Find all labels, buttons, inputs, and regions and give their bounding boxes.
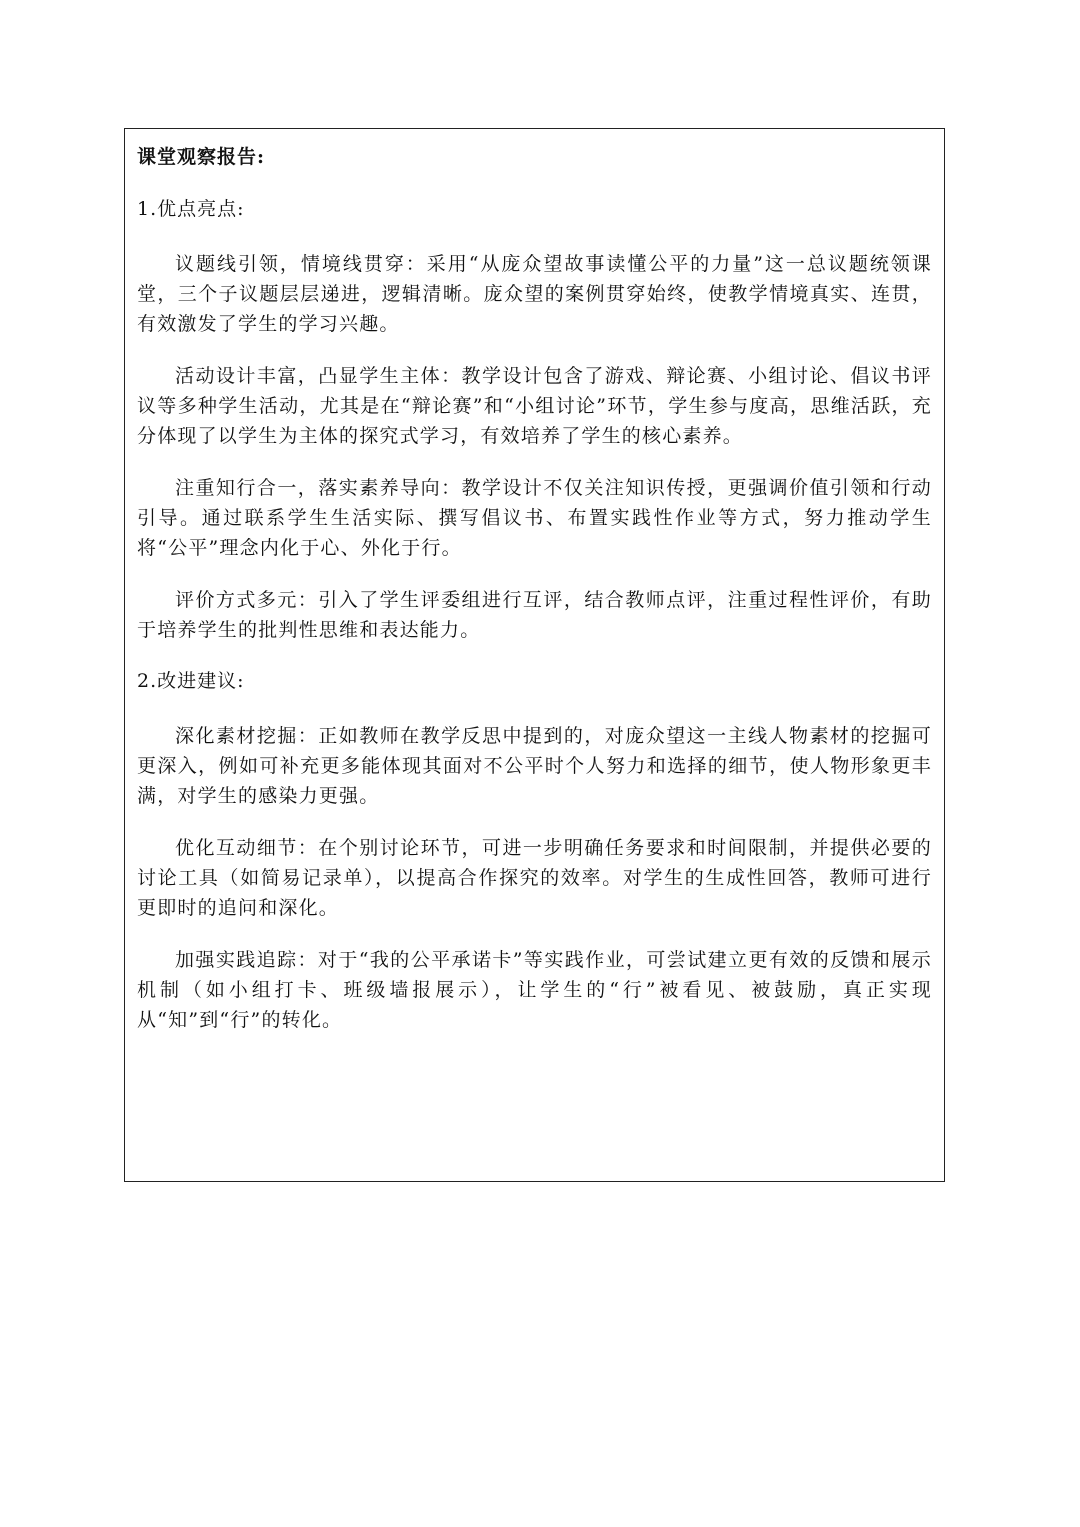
suggestion-paragraph: 优化互动细节：在个别讨论环节，可进一步明确任务要求和时间限制，并提供必要的讨论工具（如简易记录单），以提高合作探究的效率。对学生的生成性回答，教师可进行更即时的追问和深化。	[137, 837, 932, 919]
strength-paragraph: 评价方式多元：引入了学生评委组进行互评，结合教师点评，注重过程性评价，有助于培养学生的批判性思维和表达能力。	[137, 589, 932, 641]
section-heading-suggestions: 2.改进建议:	[137, 670, 245, 692]
section-heading-strengths: 1.优点亮点:	[137, 198, 245, 220]
observation-report-box	[124, 128, 945, 1182]
strength-paragraph: 活动设计丰富，凸显学生主体：教学设计包含了游戏、辩论赛、小组讨论、倡议书评议等多种学生活动，尤其是在“辩论赛”和“小组讨论”环节，学生参与度高，思维活跃，充分体现了以学生为主体的探究式学习，有效培养了学生的核心素养。	[137, 365, 932, 447]
report-title: 课堂观察报告:	[137, 146, 266, 168]
strength-paragraph: 议题线引领，情境线贯穿：采用“从庞众望故事读懂公平的力量”这一总议题统领课堂，三个子议题层层递进，逻辑清晰。庞众望的案例贯穿始终，使教学情境真实、连贯，有效激发了学生的学习兴趣。	[137, 253, 932, 335]
strength-paragraph: 注重知行合一，落实素养导向：教学设计不仅关注知识传授，更强调价值引领和行动引导。通过联系学生生活实际、撰写倡议书、布置实践性作业等方式，努力推动学生将“公平”理念内化于心、外化于行。	[137, 477, 932, 559]
suggestion-paragraph: 加强实践追踪：对于“我的公平承诺卡”等实践作业，可尝试建立更有效的反馈和展示机制（如小组打卡、班级墙报展示），让学生的“行”被看见、被鼓励，真正实现从“知”到“行”的转化。	[137, 949, 932, 1031]
suggestion-paragraph: 深化素材挖掘：正如教师在教学反思中提到的，对庞众望这一主线人物素材的挖掘可更深入，例如可补充更多能体现其面对不公平时个人努力和选择的细节，使人物形象更丰满，对学生的感染力更强。	[137, 725, 932, 807]
